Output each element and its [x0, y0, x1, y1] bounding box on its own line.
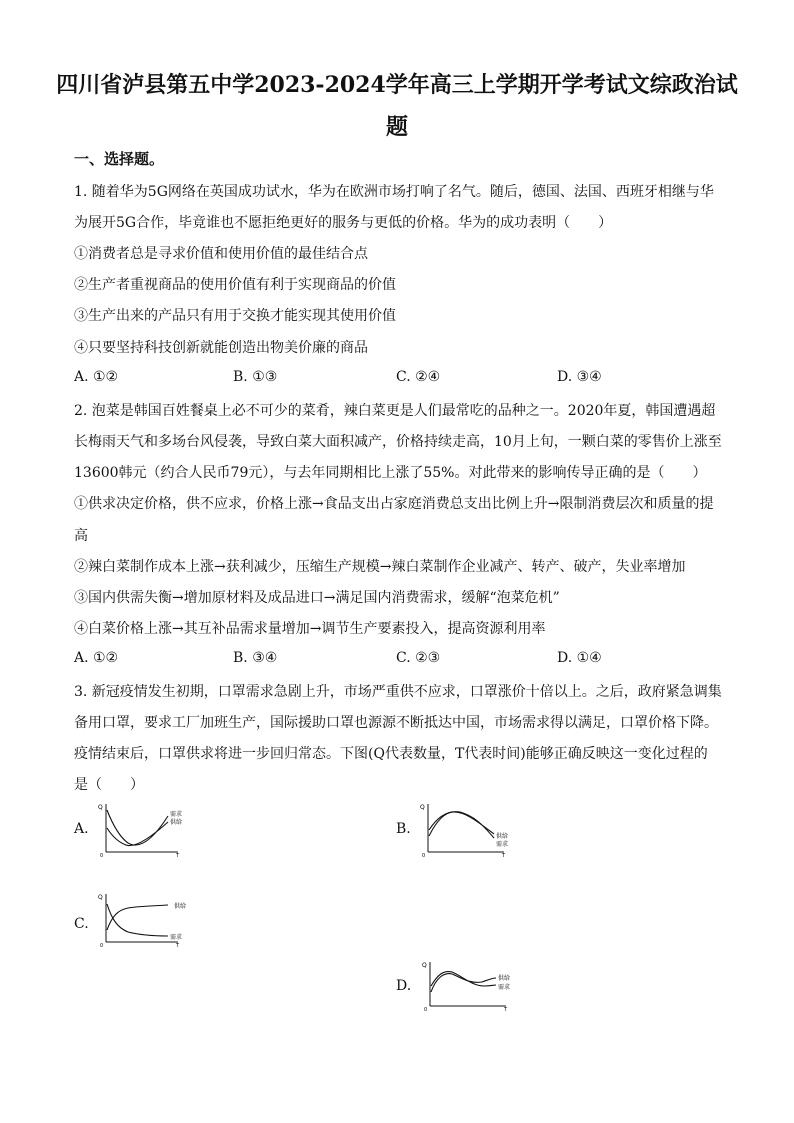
graph-d-curve-label: 需求 [498, 984, 511, 991]
section-heading: 一、选择题。 [74, 150, 165, 168]
graph-b-y-axis: Q [420, 804, 425, 811]
graph-c-y-axis: Q [98, 894, 103, 901]
graph-d-curve-label: 供给 [498, 975, 511, 982]
graph-b-origin: 0 [422, 853, 426, 859]
q2-item: ④白菜价格上涨→其互补品需求量增加→调节生产要素投入，提高资源利用率 [74, 621, 546, 637]
graph-c-x-axis: T [176, 943, 180, 949]
q2-option-b: B. ③④ [233, 650, 278, 666]
q2-stem-line: 长梅雨天气和多场台风侵袭，导致白菜大面积减产，价格持续走高，10月上旬，一颗白菜的零售价上涨至 [74, 434, 722, 450]
q1-item: ①消费者总是寻求价值和使用价值的最佳结合点 [74, 246, 368, 262]
graph-a-label[interactable]: A. [74, 821, 89, 837]
q3-stem-line: 是（ ） [74, 777, 144, 793]
q1-option-a: A. ①② [74, 369, 119, 385]
q1-option-d: D. ③④ [557, 369, 602, 385]
graph-d [418, 958, 528, 1016]
graph-b-curve-label: 供给 [496, 833, 509, 840]
q3-stem-line: 备用口罩，要求工厂加班生产，国际援助口罩也源源不断抵达中国，市场需求得以满足，口罩价格下降。 [74, 715, 718, 731]
graph-d-label[interactable]: D. [396, 978, 412, 994]
graph-b-curve-supply [429, 812, 494, 836]
graph-a-origin: 0 [100, 853, 104, 859]
q2-item-cont: 高 [74, 528, 88, 544]
graph-d-x-axis: T [504, 1007, 508, 1013]
q2-option-c: C. ②③ [396, 650, 441, 666]
graph-a-curve-label: 需求 [170, 811, 183, 818]
q2-item: ①供求决定价格，供不应求，价格上涨→食品支出占家庭消费总支出比例上升→限制消费层次和质量的提 [74, 496, 714, 512]
q2-option-a: A. ①② [74, 650, 119, 666]
graph-b [416, 800, 526, 862]
q1-option-b: B. ①③ [233, 369, 278, 385]
q1-item: ②生产者重视商品的使用价值有利于实现商品的价值 [74, 277, 396, 293]
q2-item: ③国内供需失衡→增加原材料及成品进口→满足国内消费需求，缓解“泡菜危机” [74, 590, 560, 606]
q2-option-d: D. ①④ [557, 650, 602, 666]
page-title-line2: 题 [385, 114, 408, 140]
graph-c-curve-supply [107, 905, 168, 930]
graph-a-x-axis: T [176, 853, 180, 859]
graph-a-curve-supply [107, 822, 168, 846]
graph-a [96, 800, 206, 862]
graph-c-curve-demand [107, 904, 168, 936]
graph-c-curve-label: 供给 [174, 903, 187, 910]
graph-c-curve-label: 需求 [170, 934, 183, 941]
graph-c-label[interactable]: C. [74, 916, 89, 932]
q1-item: ④只要坚持科技创新就能创造出物美价廉的商品 [74, 340, 368, 356]
q3-stem-line: 疫情结束后，口罩供求将进一步回归常态。下图(Q代表数量，T代表时间)能够正确反映这一变化过程的 [74, 746, 708, 762]
graph-b-curve-demand [429, 812, 494, 838]
graph-c [96, 890, 206, 952]
graph-d-origin: 0 [424, 1007, 428, 1013]
q1-item: ③生产出来的产品只有用于交换才能实现其使用价值 [74, 308, 396, 324]
graph-a-curve-label: 供给 [170, 819, 183, 826]
q1-stem-line: 为展开5G合作，毕竟谁也不愿拒绝更好的服务与更低的价格。华为的成功表明（ ） [74, 215, 613, 231]
graph-b-curve-label: 需求 [496, 841, 509, 848]
q2-stem-line: 2. 泡菜是韩国百姓餐桌上必不可少的菜肴，辣白菜更是人们最常吃的品种之一。2020年夏，韩国遭遇超 [74, 403, 716, 419]
graph-d-curve-supply [431, 974, 496, 992]
graph-c-origin: 0 [100, 943, 104, 949]
q2-stem-line: 13600韩元（约合人民币79元），与去年同期相比上涨了55%。对此带来的影响传导正确的是（ ） [74, 465, 707, 481]
q3-stem-line: 3. 新冠疫情发生初期，口罩需求急剧上升，市场严重供不应求，口罩涨价十倍以上。之后，政府紧急调集 [74, 684, 722, 700]
graph-d-y-axis: Q [422, 962, 427, 969]
graph-d-curve-demand [431, 972, 496, 986]
graph-b-x-axis: T [502, 853, 506, 859]
graph-b-label[interactable]: B. [396, 821, 411, 837]
graph-a-y-axis: Q [98, 804, 103, 811]
q1-stem-line: 1. 随着华为5G网络在英国成功试水，华为在欧洲市场打响了名气。随后，德国、法国、西班牙相继与华 [74, 184, 714, 200]
page-title-line1: 四川省泸县第五中学2023-2024学年高三上学期开学考试文综政治试 [56, 72, 738, 98]
q2-item: ②辣白菜制作成本上涨→获利减少，压缩生产规模→辣白菜制作企业减产、转产、破产，失业率增加 [74, 559, 686, 575]
q1-option-c: C. ②④ [396, 369, 441, 385]
